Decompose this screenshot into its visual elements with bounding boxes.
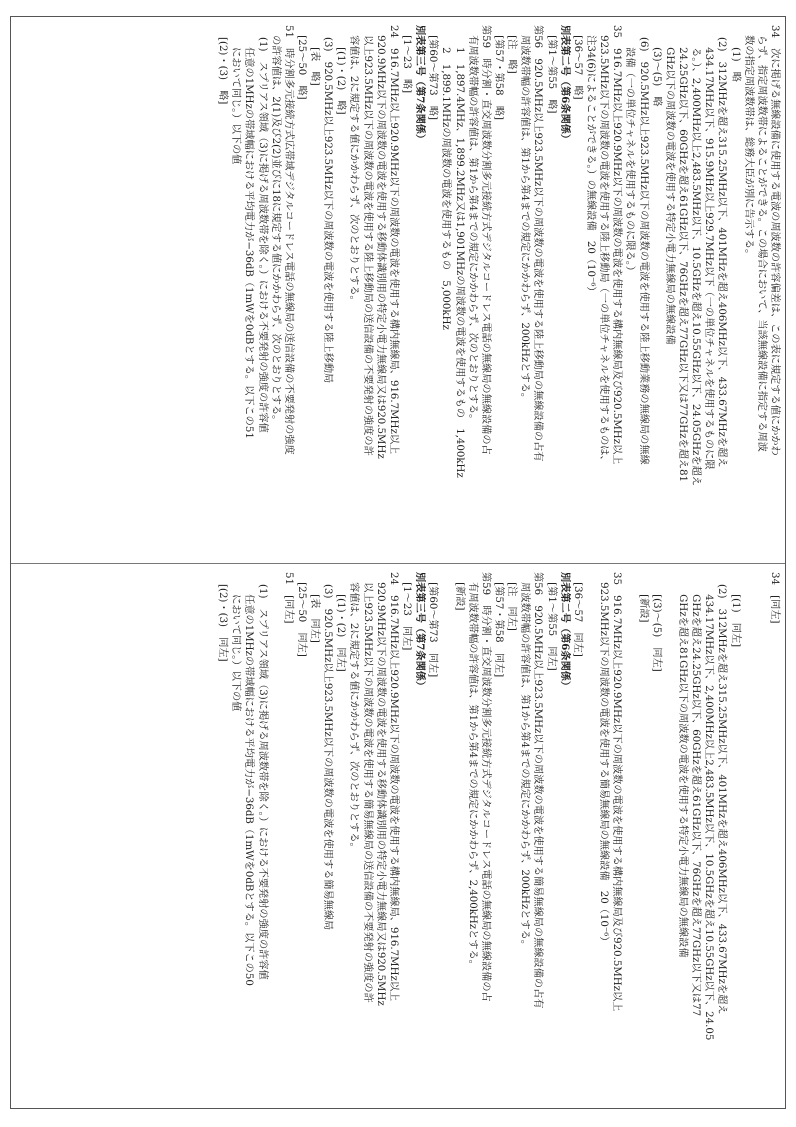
text-line: 434.17MHz以下、915.9MHz以上929.7MHz以下（一の単位チャネルを使用するものに限 [703, 37, 715, 470]
text-line: 任意の1MHzの帯域幅における平均電力が−36dB（1mWを0dBとする。以下この50 [243, 584, 255, 986]
current-text-panel [11, 564, 787, 1109]
text-line: [注 同左] [506, 572, 518, 631]
text-line: [第60～第73 同左] [427, 572, 439, 678]
text-line [755, 572, 768, 1102]
text-line [584, 572, 597, 1102]
text-line: 別表第三号（第7条関係） [414, 25, 427, 145]
text-line: 920.9MHz以下の周波数の電波を使用する移動体識別用の特定小電力無線局又は920.5MHz [374, 572, 386, 1006]
text-line: (1) スプリアス領域（3)に掲げる周波数帯を除く。）における不要発射の強度の許容値 [256, 584, 268, 980]
text-line: GHzを超え81GHz以下の周波数の電波を使用する特定小電力無線局の無線設備 [677, 584, 689, 958]
text-line: 51 時分割多元接続方式広帯域デジタルコードレス電話の無線局の送信設備の不要発射の強度 [282, 25, 294, 455]
text-line: [(1)・(2) 同左] [335, 584, 347, 672]
text-line: 容値は、2に規定する値にかかわらず、次のとおりとする。 [348, 25, 360, 306]
text-line: 35 916.7MHz以上920.9MHz以下の周波数の電波を使用する構内無線局及び920.5MHz以上 [611, 572, 623, 1012]
text-line: 周波数帯幅の許容値は、第1から第4までの規定にかかわらず、200kHzとする。 [519, 572, 531, 951]
page-frame [10, 16, 786, 1109]
text-line: 923.5MHz以下の周波数の電波を使用する陸上移動局（一の単位チャネルを使用するものは、 [598, 25, 610, 466]
text-line [742, 572, 755, 1102]
text-line: [第1～第55 略] [545, 25, 557, 114]
text-line: る。）、2,400MHz以上2,483.5MHz以下、10.5GHzを超え10.55GHz以下、24.05GHzを超え [690, 37, 702, 486]
text-line: らず、指定周波数帯によることができる。この場合において、当該無線設備に指定する周波 [755, 25, 767, 452]
text-line: 34 [同左] [769, 572, 780, 624]
text-line: [表 同左] [309, 584, 321, 643]
text-line: 923.5MHz以下の周波数の電波を使用する簡易無線局の無線設備 20（10⁻⁶） [598, 572, 610, 947]
text-line: [(1)・(2) 略] [335, 37, 347, 115]
text-line: (1) スプリアス領域（3)に掲げる周波数帯を除く。）における不要発射の強度の許容値 [256, 37, 268, 433]
text-line: [25～50 同左] [295, 572, 307, 657]
text-line: 434.17MHz以下、2,400MHz以上2,483.5MHz以下、10.5GHzを超え10.55GHz以下、24.05 [703, 584, 715, 1041]
text-line: [25～50 略] [295, 25, 307, 100]
text-line: (2) 312MHzを超え315.25MHz以下、401MHzを超え406MHz以下、433.67MHzを超え [716, 37, 728, 468]
text-line: において同じ。）以下の値 [230, 37, 242, 165]
text-line [269, 572, 282, 1102]
text-line: 第59 時分割・直交周波数分割多元接続方式デジタルコードレス電話の無線局の無線設備の占 [479, 25, 491, 455]
text-line: 第59 時分割・直交周波数分割多元接続方式デジタルコードレス電話の無線局の無線設備の占 [479, 572, 491, 1002]
text-line: (3)～(5) 略 [650, 37, 662, 107]
text-line: [第57・第58 略] [493, 25, 505, 120]
text-line: (2) 312MHzを超え315.25MHz以下、401MHzを超え406MHz以下、433.67MHzを超え [716, 584, 728, 1015]
text-line: 34 次に掲げる無線設備に使用する電波の周波数の許容偏差は、この表に規定する値にかかわ [769, 25, 780, 456]
text-line: [1～23 略] [401, 25, 413, 94]
text-line: 設備（一の単位チャネルを使用するものに限る。） [624, 37, 636, 277]
text-line: 数の指定周波数帯は、総務大臣が別に告示する。 [742, 25, 754, 260]
text-line: [(2)・(3) 略] [217, 37, 229, 105]
text-line: [新設] [637, 584, 649, 623]
text-line: (3) 920.5MHz以上923.5MHz以下の周波数の電波を使用する簡易無線局 [322, 584, 334, 931]
text-line: GHzを超え24.25GHz以下、60GHzを超え61GHz以下、76GHzを超え77GHz以下又は77 [690, 584, 702, 1017]
text-line: (3) 920.5MHz以上923.5MHz以下の周波数の電波を使用する陸上移動局 [322, 37, 334, 384]
text-line: 周波数帯幅の許容値は、第1から第4までの規定にかかわらず、200kHzとする。 [519, 25, 531, 404]
text-line: 有周波数帯幅の許容値は、第1から第4までの規定にかかわらず、2,400kHzとする。 [466, 572, 478, 970]
text-line: 注34(6)によることができる。）の無線設備 20（10⁻⁶） [585, 25, 597, 297]
text-line: [36～57 同左] [571, 572, 583, 657]
text-line: において同じ。）以下の値 [230, 584, 242, 712]
text-line: GHz以下の周波数の電波を使用する特定小電力無線局の無線設備 [663, 37, 675, 345]
text-line: [注 略] [506, 25, 518, 74]
text-line: (1) 略 [729, 37, 741, 82]
text-line: 有周波数帯幅の許容値は、第1から第4までの規定にかかわらず、次のとおりとする。 [466, 25, 478, 425]
text-line: [第1～第55 同左] [545, 572, 557, 671]
text-line: [(2)・(3) 同左] [217, 584, 229, 662]
text-line: [(1) 同左] [729, 584, 741, 648]
text-line: (6) 920.5MHz以上923.5MHz以下の周波数の電波を使用する陸上移動業務の無線局の無線 [637, 37, 649, 465]
text-line: [(3)～(5) 同左] [650, 584, 662, 672]
text-line: [1～23 同左] [401, 572, 413, 651]
text-line: 別表第二号（第6条関係） [558, 572, 571, 692]
text-line: 以上923.5MHz以下の周波数の電波を使用する陸上移動局の送信設備の不要発射の強度の許 [361, 25, 373, 456]
revised-text-body [19, 25, 781, 555]
text-line: 以上923.5MHz以下の周波数の電波を使用する簡易無線局の送信設備の不要発射の強度の許 [361, 572, 373, 1003]
text-line: 第56 920.5MHz以上923.5MHz以下の周波数の電波を使用する陸上移動局の無線設備の占有 [532, 25, 544, 462]
text-line: 任意の1MHzの帯域幅における平均電力が−36dB（1mWを0dBとする。以下この51 [243, 37, 255, 439]
text-line: 1 1,897.4MHz、1,899.2MHz又は1,901MHzの周波数の電波を使用するもの 1,400kHz [453, 37, 465, 478]
text-line: 24 916.7MHz以上920.9MHz以下の周波数の電波を使用する構内無線局、916.7MHz以上 [387, 572, 399, 1002]
text-line: 第56 920.5MHz以上923.5MHz以下の周波数の電波を使用する簡易無線局の無線設備の占有 [532, 572, 544, 1009]
text-line: 別表第二号（第6条関係） [558, 25, 571, 145]
text-line [623, 572, 636, 1102]
text-line: 920.9MHz以下の周波数の電波を使用する移動体識別用の特定小電力無線局又は920.5MHz [374, 25, 386, 459]
text-line [439, 572, 452, 1102]
text-line: [36～57 略] [571, 25, 583, 100]
text-line: 24.25GHz以下、60GHzを超え61GHz以下、76GHzを超え77GHz以下又は77GHzを超え81 [677, 37, 689, 483]
text-line: 51 [同左] [282, 572, 294, 624]
text-line: の許容値は、2(1)及び2(2)並びに18に規定する値にかかわらず、次のとおりとする。 [269, 25, 281, 426]
text-line: 24 916.7MHz以上920.9MHz以下の周波数の電波を使用する構内無線局、916.7MHz以上 [387, 25, 399, 455]
text-line: [第57・第58 同左] [493, 572, 505, 678]
text-line: 別表第三号（第7条関係） [414, 572, 427, 692]
text-line: 2 1,899.1MHzの周波数の電波を使用するもの 5,000kHz [440, 37, 452, 330]
text-line: 35 916.7MHz以上920.9MHz以下の周波数の電波を使用する構内無線局及び920.5MHz以上 [611, 25, 623, 465]
text-line: [表 略] [309, 37, 321, 86]
current-text-body [19, 572, 781, 1102]
text-line [663, 572, 676, 1102]
revised-text-panel [11, 17, 787, 563]
text-line: 容値は、2に規定する値にかかわらず、次のとおりとする。 [348, 572, 360, 853]
text-line: [第60～第73 略] [427, 25, 439, 120]
text-line: [新設] [453, 572, 465, 611]
